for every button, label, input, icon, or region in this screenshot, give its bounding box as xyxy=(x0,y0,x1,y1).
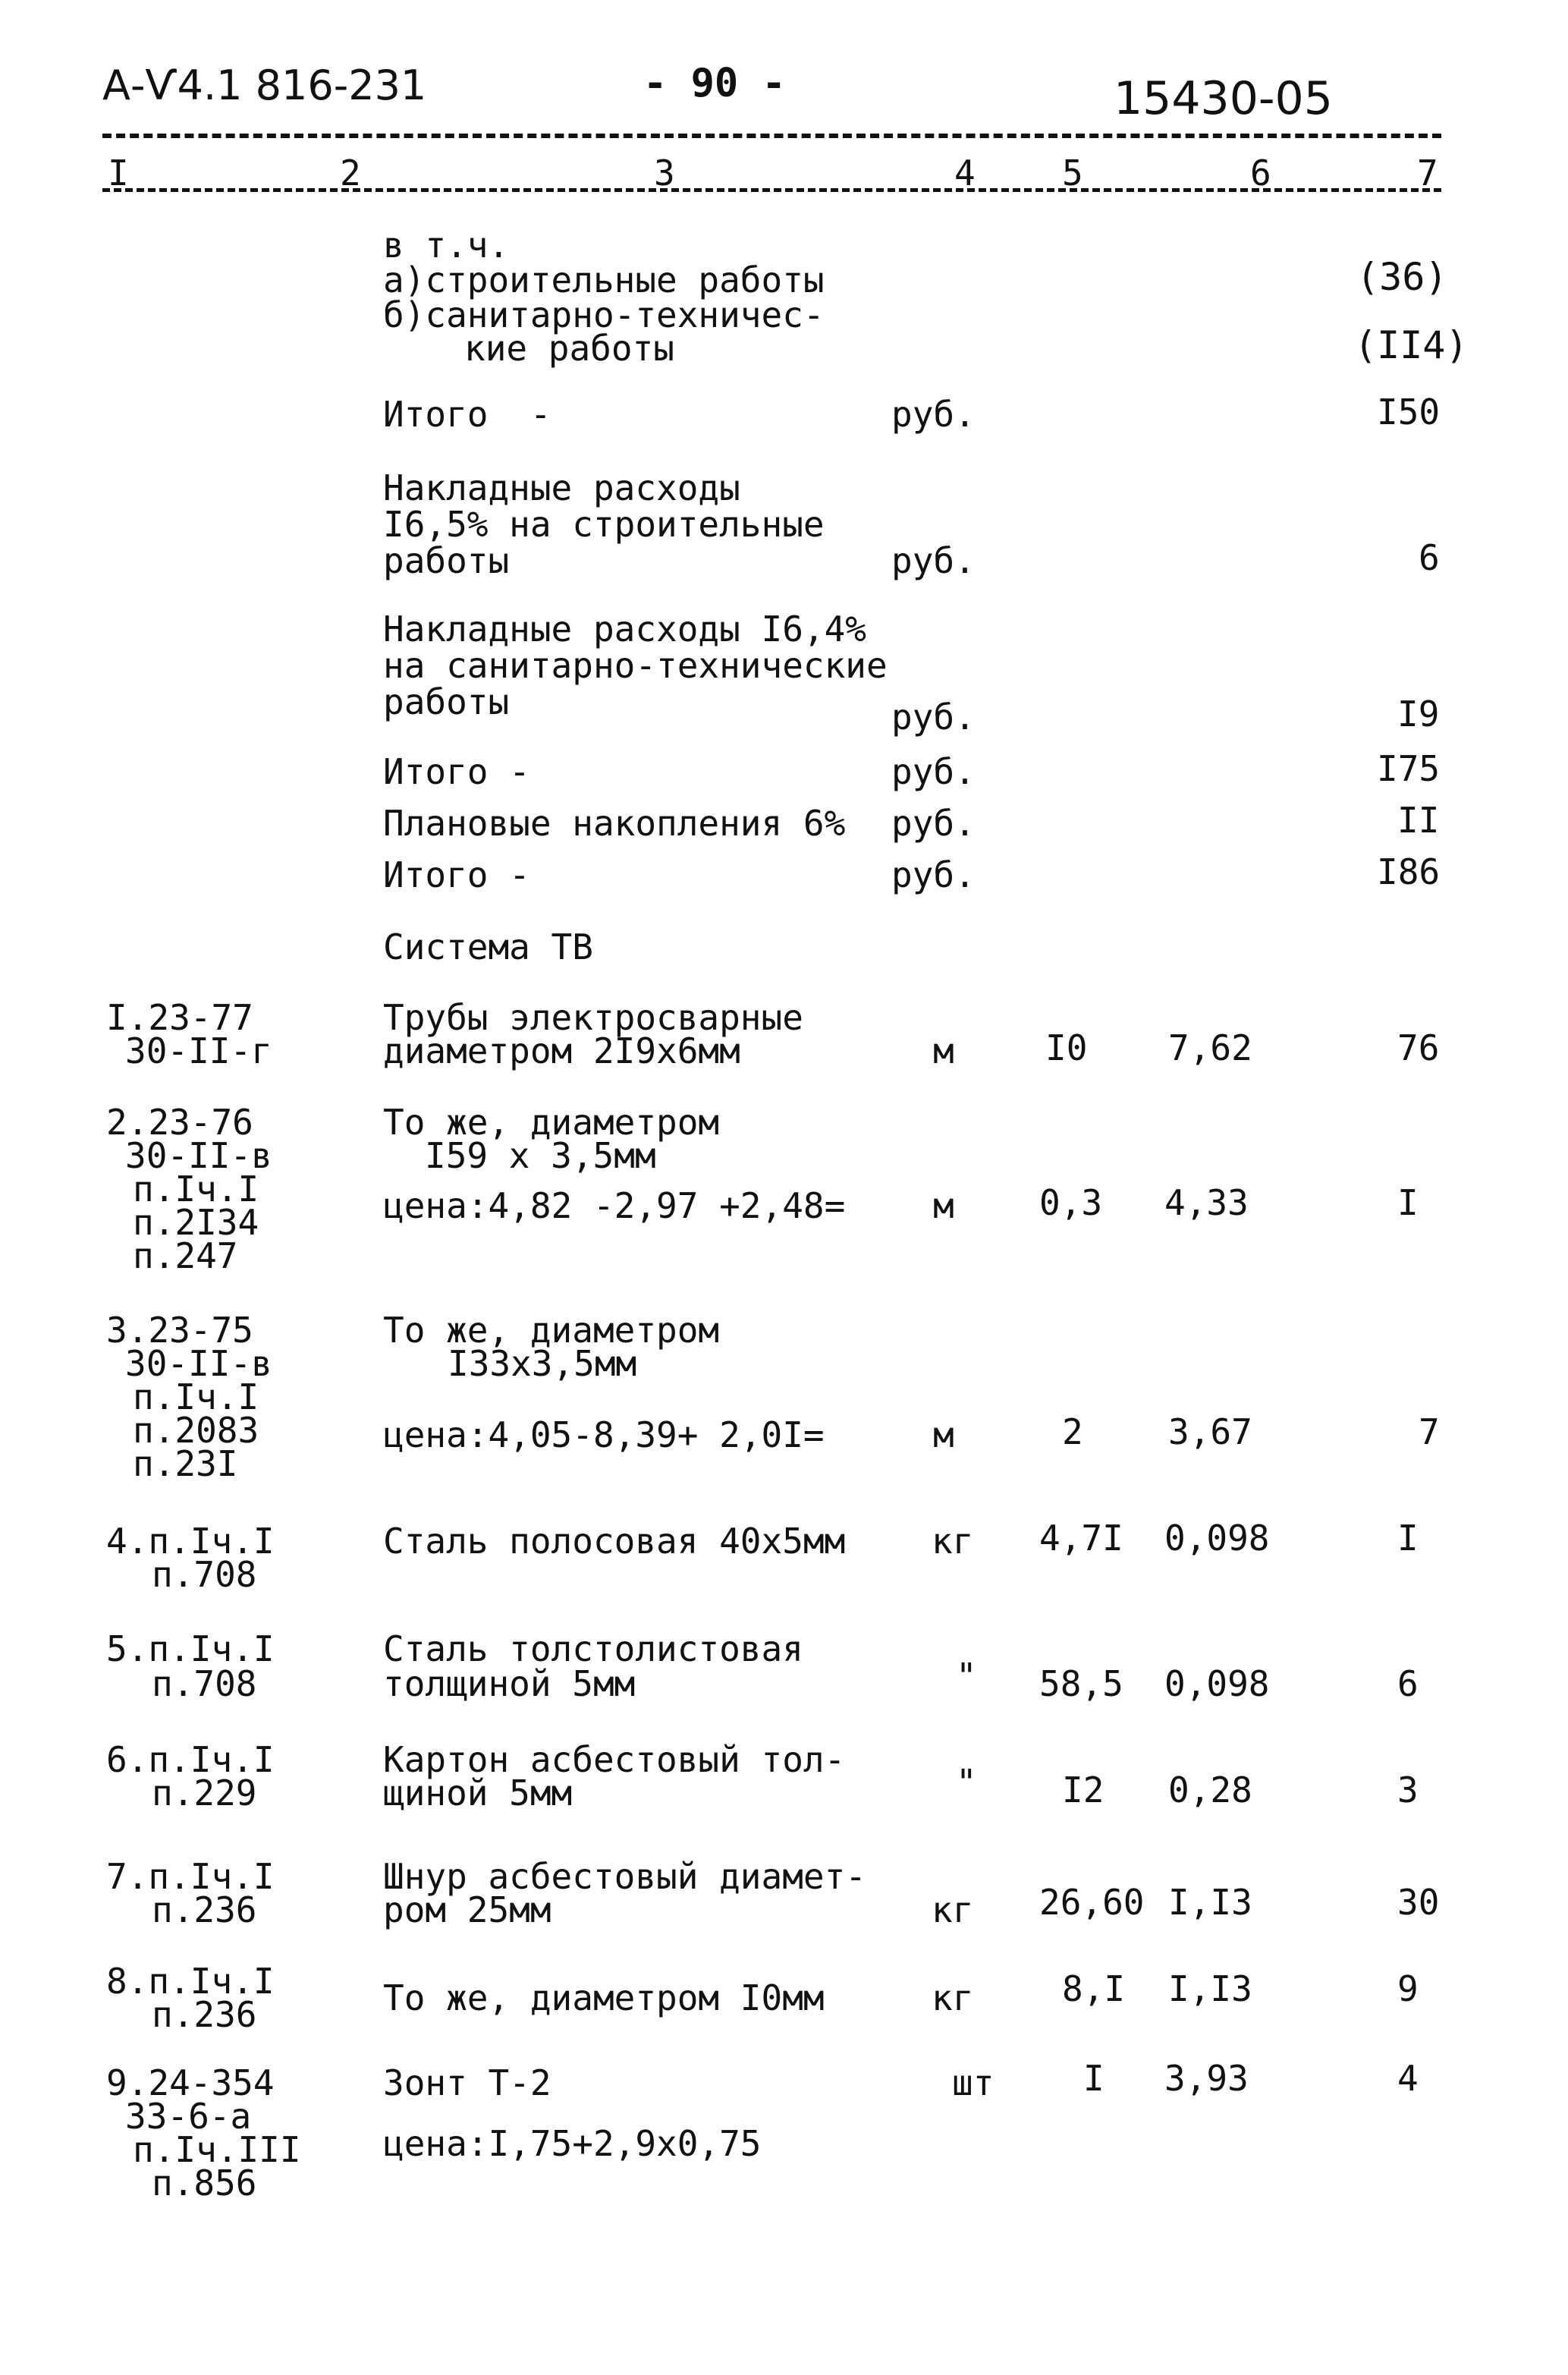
overhead-2-value: I9 xyxy=(1397,694,1440,735)
item-2-code-line4: п.2I34 xyxy=(133,1202,259,1243)
item-8-code-line2: п.236 xyxy=(152,1994,257,2035)
item-6-desc-line1: Картон асбестовый тол- xyxy=(383,1739,846,1780)
item-4-total: I xyxy=(1397,1518,1419,1559)
overhead-2-line2: на санитарно-технические xyxy=(383,645,888,686)
item-3-code-line2: 30-II-в xyxy=(125,1343,272,1384)
item-9-total: 4 xyxy=(1397,2058,1419,2099)
column-number-1: I xyxy=(108,153,129,193)
total-2-value: I75 xyxy=(1377,748,1441,789)
column-number-6: 6 xyxy=(1250,153,1271,193)
item-3-total: 7 xyxy=(1419,1411,1440,1452)
item-5-desc-line1: Сталь толстолистовая xyxy=(383,1628,803,1669)
total-1-label: Итого - xyxy=(383,394,551,435)
item-3-code-line3: п.Iч.I xyxy=(133,1376,259,1417)
item-8-code-line1: 8.п.Iч.I xyxy=(106,1961,275,2002)
item-6-price: 0,28 xyxy=(1168,1769,1252,1810)
item-9-unit: шт xyxy=(952,2062,995,2103)
item-5-quantity: 58,5 xyxy=(1039,1663,1123,1704)
item-1-quantity: I0 xyxy=(1045,1027,1088,1068)
item-4-quantity: 4,7I xyxy=(1039,1518,1123,1559)
summary-sanitary-value: (II4) xyxy=(1354,323,1469,367)
column-number-4: 4 xyxy=(954,153,976,193)
column-number-3: 3 xyxy=(654,153,675,193)
header-divider xyxy=(102,134,1441,138)
overhead-1-line2: I6,5% на строительные xyxy=(383,504,825,545)
item-9-price: 3,93 xyxy=(1164,2058,1249,2099)
total-3-label: Итого - xyxy=(383,854,530,895)
item-1-desc-line2: диаметром 2I9x6мм xyxy=(383,1030,740,1071)
total-2-unit: руб. xyxy=(891,751,976,792)
total-1-value: I50 xyxy=(1377,392,1441,433)
column-number-underline xyxy=(102,188,1441,192)
item-7-code-line2: п.236 xyxy=(152,1889,257,1930)
item-2-desc-line2: I59 x 3,5мм xyxy=(425,1135,656,1176)
item-3-code-line1: 3.23-75 xyxy=(106,1310,253,1351)
item-7-unit: кг xyxy=(932,1889,974,1930)
item-3-code-line5: п.23I xyxy=(133,1443,238,1484)
item-3-price: 3,67 xyxy=(1168,1411,1252,1452)
overhead-2-line1: Накладные расходы I6,4% xyxy=(383,609,866,650)
item-5-code-line1: 5.п.Iч.I xyxy=(106,1628,275,1669)
item-7-desc-line1: Шнур асбестовый диамет- xyxy=(383,1856,866,1897)
planned-savings-label: Плановые накопления 6% xyxy=(383,803,846,844)
item-2-desc-line1: То же, диаметром xyxy=(383,1102,720,1143)
item-3-desc-line1: То же, диаметром xyxy=(383,1310,720,1351)
item-5-unit-ditto: " xyxy=(956,1656,977,1697)
item-9-code-line1: 9.24-354 xyxy=(106,2062,275,2103)
item-5-code-line2: п.708 xyxy=(152,1663,257,1704)
item-7-total: 30 xyxy=(1397,1882,1440,1923)
item-3-desc-line2: I33x3,5мм xyxy=(448,1343,637,1384)
project-number: 15430-05 xyxy=(1114,72,1333,125)
item-9-desc-line2: цена:I,75+2,9x0,75 xyxy=(383,2123,762,2164)
overhead-2-unit: руб. xyxy=(891,697,976,738)
planned-savings-unit: руб. xyxy=(891,803,976,844)
item-5-total: 6 xyxy=(1397,1663,1419,1704)
column-number-2: 2 xyxy=(340,153,361,193)
item-9-code-line3: п.Iч.III xyxy=(133,2129,301,2170)
item-2-code-line2: 30-II-в xyxy=(125,1135,272,1176)
summary-sanitary-works-line1: б)санитарно-техничес- xyxy=(383,294,825,335)
summary-construction-value: (36) xyxy=(1356,255,1448,299)
item-1-price: 7,62 xyxy=(1168,1027,1252,1068)
document-code: А-Ѵ4.1 816-231 xyxy=(102,61,427,109)
item-6-unit-ditto: " xyxy=(956,1762,977,1803)
item-6-quantity: I2 xyxy=(1062,1769,1105,1810)
item-9-code-line4: п.856 xyxy=(152,2163,257,2204)
item-4-code-line1: 4.п.Iч.I xyxy=(106,1521,275,1562)
item-6-total: 3 xyxy=(1397,1769,1419,1810)
total-1-unit: руб. xyxy=(891,394,976,435)
item-6-desc-line2: щиной 5мм xyxy=(383,1773,573,1813)
item-8-price: I,I3 xyxy=(1168,1968,1252,2009)
item-9-desc-line1: Зонт Т-2 xyxy=(383,2062,551,2103)
item-3-desc-line3: цена:4,05-8,39+ 2,0I= xyxy=(383,1414,825,1455)
overhead-1-value: 6 xyxy=(1419,537,1440,578)
item-2-code-line1: 2.23-76 xyxy=(106,1102,253,1143)
item-1-code-line2: 30-II-г xyxy=(125,1030,272,1071)
overhead-1-unit: руб. xyxy=(891,540,976,581)
summary-construction-works: а)строительные работы xyxy=(383,260,825,300)
item-9-quantity: I xyxy=(1083,2058,1105,2099)
item-8-unit: кг xyxy=(932,1977,974,2018)
column-number-5: 5 xyxy=(1062,153,1083,193)
item-3-quantity: 2 xyxy=(1062,1411,1083,1452)
item-9-code-line2: 33-6-а xyxy=(125,2096,252,2137)
overhead-2-line3: работы xyxy=(383,681,510,722)
item-8-total: 9 xyxy=(1397,1968,1419,2009)
item-7-price: I,I3 xyxy=(1168,1882,1252,1923)
item-6-code-line2: п.229 xyxy=(152,1773,257,1813)
item-1-code-line1: I.23-77 xyxy=(106,997,253,1038)
item-8-quantity: 8,I xyxy=(1062,1968,1126,2009)
column-number-7: 7 xyxy=(1417,153,1438,193)
item-2-code-line3: п.Iч.I xyxy=(133,1169,259,1210)
item-1-desc-line1: Трубы электросварные xyxy=(383,997,803,1038)
item-4-desc-line1: Сталь полосовая 40x5мм xyxy=(383,1521,846,1562)
total-2-label: Итого - xyxy=(383,751,530,792)
section-title: Система ТВ xyxy=(383,926,593,967)
item-8-desc-line1: То же, диаметром I0мм xyxy=(383,1977,825,2018)
item-4-unit: кг xyxy=(932,1521,974,1562)
item-4-price: 0,098 xyxy=(1164,1518,1270,1559)
overhead-1-line1: Накладные расходы xyxy=(383,467,740,508)
item-5-price: 0,098 xyxy=(1164,1663,1270,1704)
item-3-code-line4: п.2083 xyxy=(133,1410,259,1451)
item-2-code-line5: п.247 xyxy=(133,1235,238,1276)
item-7-desc-line2: ром 25мм xyxy=(383,1889,551,1930)
overhead-1-line3: работы xyxy=(383,540,510,581)
item-1-unit: м xyxy=(933,1030,954,1071)
page-number: - 90 - xyxy=(643,61,786,106)
summary-incl: в т.ч. xyxy=(383,225,510,266)
item-2-quantity: 0,3 xyxy=(1039,1182,1103,1223)
item-6-code-line1: 6.п.Iч.I xyxy=(106,1739,275,1780)
total-3-value: I86 xyxy=(1377,851,1441,892)
item-7-quantity: 26,60 xyxy=(1039,1882,1145,1923)
planned-savings-value: II xyxy=(1397,800,1440,841)
total-3-unit: руб. xyxy=(891,854,976,895)
item-2-unit: м xyxy=(933,1185,954,1226)
item-1-total: 76 xyxy=(1397,1027,1440,1068)
item-7-code-line1: 7.п.Iч.I xyxy=(106,1856,275,1897)
item-4-code-line2: п.708 xyxy=(152,1554,257,1595)
item-3-unit: м xyxy=(933,1414,954,1455)
summary-sanitary-works-line2: кие работы xyxy=(464,328,674,369)
item-2-total: I xyxy=(1397,1182,1419,1223)
item-2-desc-line3: цена:4,82 -2,97 +2,48= xyxy=(383,1185,846,1226)
item-2-price: 4,33 xyxy=(1164,1182,1249,1223)
item-5-desc-line2: толщиной 5мм xyxy=(383,1663,636,1704)
